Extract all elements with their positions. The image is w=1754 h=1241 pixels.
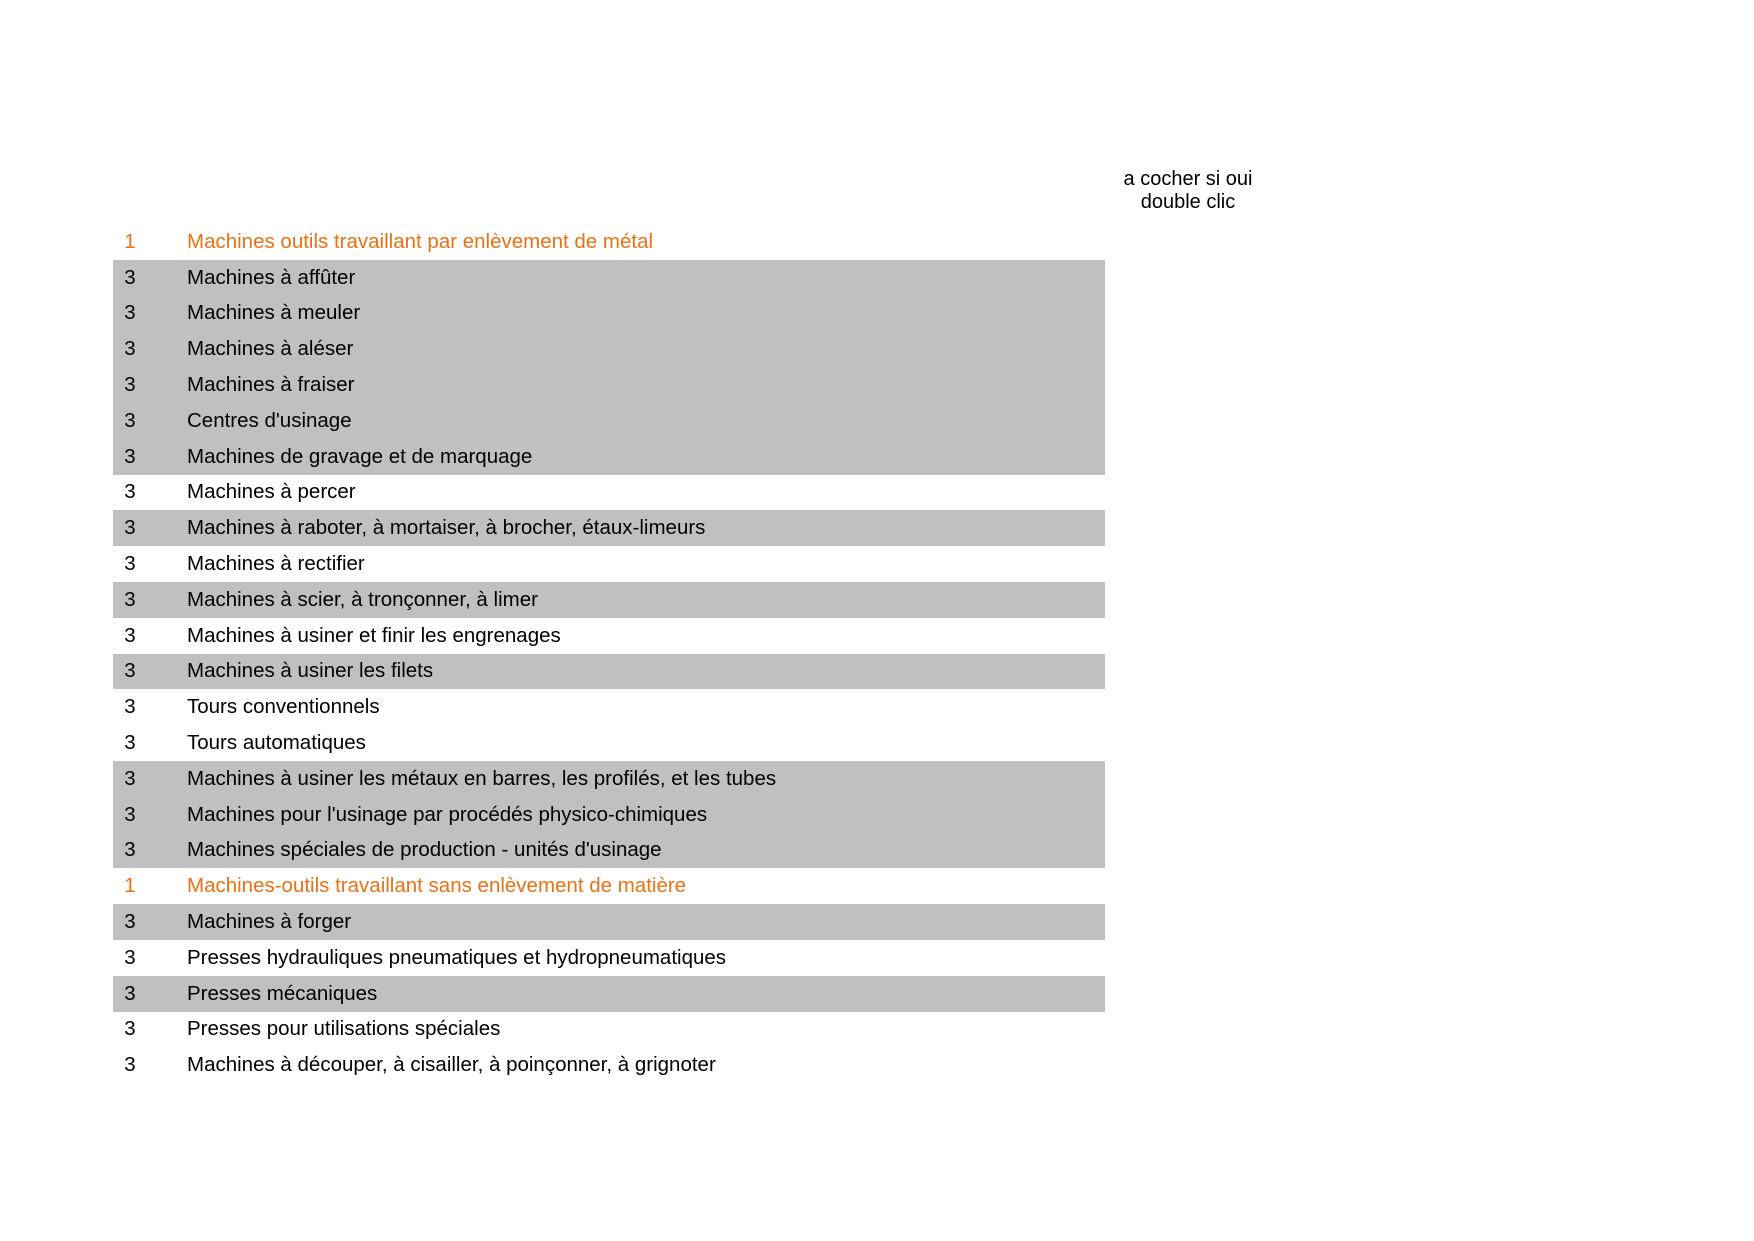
row-level: 3 xyxy=(124,301,136,325)
row-level: 3 xyxy=(124,337,136,361)
row-label: Machines à raboter, à mortaiser, à brocher, étaux-limeurs xyxy=(187,516,706,540)
table-row[interactable] xyxy=(113,618,1105,654)
checkbox-column-header xyxy=(1098,168,1278,214)
row-level: 3 xyxy=(124,945,136,969)
row-level: 3 xyxy=(124,408,136,432)
row-level: 3 xyxy=(124,802,136,826)
row-level: 3 xyxy=(124,444,136,468)
row-label: Presses hydrauliques pneumatiques et hydropneumatiques xyxy=(187,945,727,969)
table-row[interactable] xyxy=(113,1012,1105,1048)
table-row[interactable] xyxy=(113,868,1105,904)
row-level: 3 xyxy=(124,731,136,755)
table-row[interactable] xyxy=(113,510,1105,546)
row-label: Machines à forger xyxy=(187,910,352,934)
row-label: Presses pour utilisations spéciales xyxy=(187,1017,501,1041)
row-label: Machines de gravage et de marquage xyxy=(187,444,533,468)
row-level: 1 xyxy=(124,874,136,898)
table-row[interactable] xyxy=(113,296,1105,332)
table-row[interactable] xyxy=(113,403,1105,439)
table-row[interactable] xyxy=(113,439,1105,475)
row-level: 3 xyxy=(124,516,136,540)
table-row[interactable] xyxy=(113,976,1105,1012)
row-label: Machines outils travaillant par enlèvement de métal xyxy=(187,229,654,253)
table-row[interactable] xyxy=(113,367,1105,403)
row-level: 3 xyxy=(124,981,136,1005)
row-label: Presses mécaniques xyxy=(187,981,378,1005)
row-label: Machines à usiner les filets xyxy=(187,659,434,683)
table-row[interactable] xyxy=(113,761,1105,797)
row-label: Machines spéciales de production - unités d'usinage xyxy=(187,838,662,862)
row-label: Machines à scier, à tronçonner, à limer xyxy=(187,587,538,611)
row-label: Centres d'usinage xyxy=(187,408,352,432)
row-label: Tours automatiques xyxy=(187,731,366,755)
row-level: 3 xyxy=(124,838,136,862)
machine-list xyxy=(113,224,1105,1083)
row-label: Machines à meuler xyxy=(187,301,361,325)
row-label: Machines à rectifier xyxy=(187,552,365,576)
row-label: Tours conventionnels xyxy=(187,695,380,719)
row-level: 3 xyxy=(124,1017,136,1041)
table-row[interactable] xyxy=(113,475,1105,511)
row-level: 3 xyxy=(124,552,136,576)
row-label: Machines-outils travaillant sans enlèvement de matière xyxy=(187,874,687,898)
table-row[interactable] xyxy=(113,689,1105,725)
row-label: Machines à percer xyxy=(187,480,356,504)
table-row[interactable] xyxy=(113,260,1105,296)
row-label: Machines à affûter xyxy=(187,265,356,289)
table-row[interactable] xyxy=(113,1047,1105,1083)
row-label: Machines à fraiser xyxy=(187,373,355,397)
table-row[interactable] xyxy=(113,833,1105,869)
table-row[interactable] xyxy=(113,582,1105,618)
row-label: Machines pour l'usinage par procédés physico-chimiques xyxy=(187,802,708,826)
table-row[interactable] xyxy=(113,797,1105,833)
row-label: Machines à usiner et finir les engrenages xyxy=(187,623,561,647)
row-level: 3 xyxy=(124,265,136,289)
table-row[interactable] xyxy=(113,725,1105,761)
row-level: 3 xyxy=(124,373,136,397)
row-level: 3 xyxy=(124,695,136,719)
row-label: Machines à usiner les métaux en barres, les profilés, et les tubes xyxy=(187,766,777,790)
row-label: Machines à découper, à cisailler, à poinçonner, à grignoter xyxy=(187,1053,716,1077)
table-row[interactable] xyxy=(113,940,1105,976)
checkbox-header-line2: double clic xyxy=(1140,191,1236,213)
row-label: Machines à aléser xyxy=(187,337,354,361)
row-level: 1 xyxy=(124,229,136,253)
row-level: 3 xyxy=(124,1053,136,1077)
table-row[interactable] xyxy=(113,331,1105,367)
table-row[interactable] xyxy=(113,654,1105,690)
table-row[interactable] xyxy=(113,224,1105,260)
row-level: 3 xyxy=(124,659,136,683)
table-row[interactable] xyxy=(113,904,1105,940)
row-level: 3 xyxy=(124,766,136,790)
row-level: 3 xyxy=(124,623,136,647)
row-level: 3 xyxy=(124,480,136,504)
table-row[interactable] xyxy=(113,546,1105,582)
row-level: 3 xyxy=(124,587,136,611)
row-level: 3 xyxy=(124,910,136,934)
checkbox-header-line1: a cocher si oui xyxy=(1123,168,1253,190)
